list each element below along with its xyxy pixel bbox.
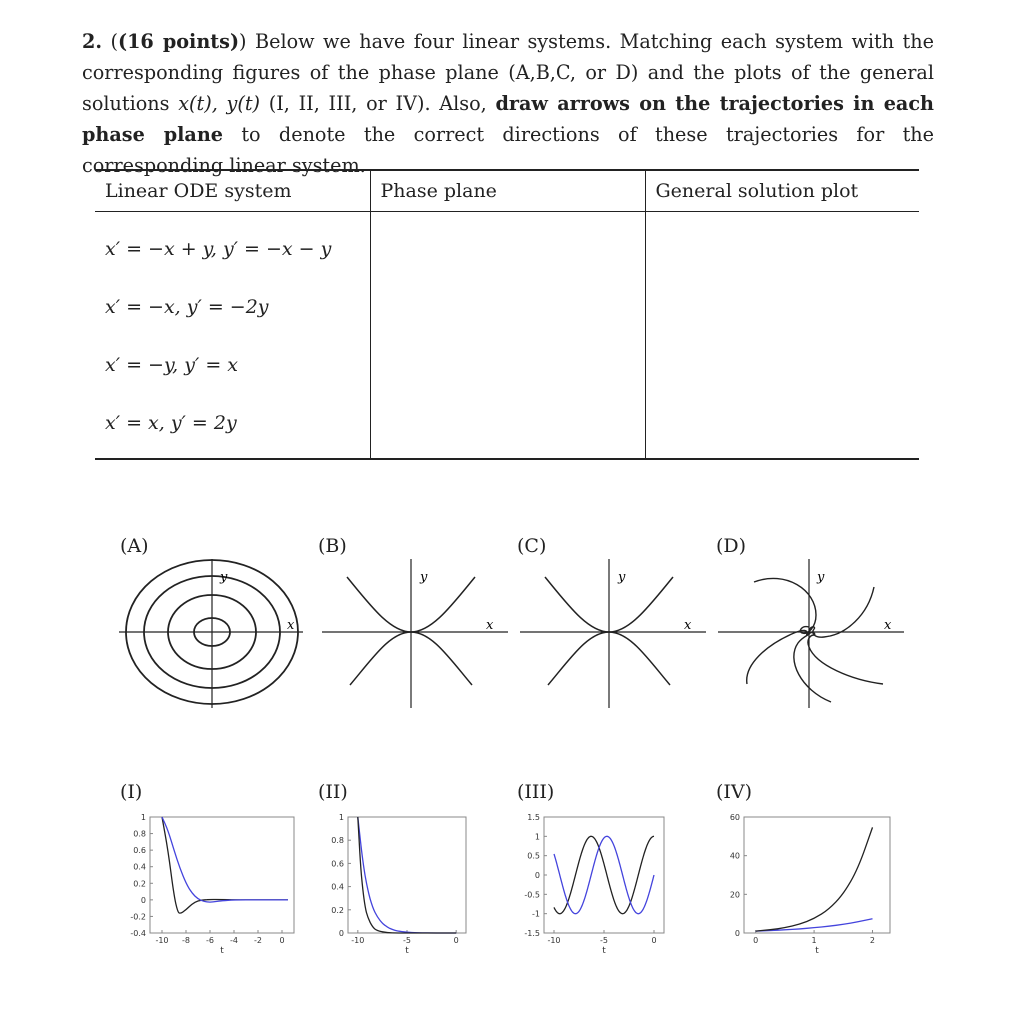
table-row [95,278,919,336]
y-axis-label: y [618,570,626,585]
y-tick-label: 0.6 [133,846,146,856]
x-tick-label: -2 [254,936,262,945]
y-tick-label: 0 [338,929,344,938]
y-tick-label: -0.2 [130,912,146,922]
x-tick-label: 2 [869,936,876,945]
x-axis-label: x [287,618,295,633]
phase-plane-c [518,555,708,710]
y-axis-label: y [420,570,428,585]
x-tick-label: -5 [600,936,608,945]
ode-system-4: x′ = x, y′ = 2y [95,394,370,459]
y-tick-label: 0 [534,871,540,880]
trajectory-curve [545,577,609,632]
trajectory-curve [347,577,411,632]
y-tick-label: -1.5 [524,929,540,938]
table-row [95,336,919,394]
header-ode-system: Linear ODE system [95,170,370,212]
solution-label-iii: (III) [517,781,555,803]
x-tick-label: -5 [403,936,411,945]
solution-label-i: (I) [120,781,143,803]
phase-label-c: (C) [517,535,547,557]
x-axis-label: x [884,618,892,633]
x-tick-label: -8 [182,936,190,945]
table-header-row [95,170,919,212]
trajectory-curve [609,577,673,632]
phase-answer-1[interactable] [370,212,645,279]
y-tick-label: -1 [532,909,540,919]
y-tick-label: 1.5 [527,813,540,822]
y-tick-label: 0.2 [133,879,146,889]
y-tick-label: 0 [734,929,740,938]
y-tick-label: 1 [140,813,146,822]
table-row [95,212,919,279]
x-tick-label: -10 [351,936,365,945]
ode-system-3: x′ = −y, y′ = x [105,354,238,376]
table-row [95,394,919,459]
x-tick-label: 0 [453,936,459,945]
phase-answer-2[interactable] [370,278,645,336]
x-tick-label: 1 [811,936,817,945]
trajectory-curve [411,632,472,685]
y-tick-label: 0.8 [133,829,146,839]
trajectory-spiral [808,632,883,684]
y-tick-label: 60 [729,813,740,822]
problem-bold-instruction: draw arrows on the trajectories in each phase plane [82,92,934,146]
plot-frame [744,817,890,933]
y-tick-label: 0.4 [133,862,146,872]
plot-frame [348,817,466,933]
y-tick-label: 0.6 [331,859,344,869]
problem-text-3: to denote the correct directions of these trajectories for the corresponding linear system. [82,123,934,177]
solution-label-ii: (II) [318,781,348,803]
y-tick-label: 0.5 [527,851,540,861]
solution-plot-iv [704,805,894,955]
y-tick-label: 0 [140,895,146,905]
problem-points: ((16 points)) [110,30,247,53]
x-tick-label: -4 [230,936,238,945]
matching-table [95,169,919,460]
solution-answer-2[interactable] [645,278,919,336]
problem-xt-yt: x(t), y(t) [178,92,261,115]
y-tick-label: 0.2 [331,905,344,915]
phase-label-b: (B) [318,535,347,557]
x-tick-label: 0 [753,936,759,945]
x-axis-title: t [405,946,409,955]
trajectory-spiral [754,578,816,633]
solution-plot-iii [504,805,674,955]
phase-answer-3[interactable] [370,336,645,394]
x-axis-label: x [684,618,692,633]
phase-answer-4[interactable] [370,394,645,459]
x-axis-title: t [602,946,606,955]
ode-system-1: x′ = −x + y, y′ = −x − y [105,238,332,260]
x-axis-title: t [815,946,819,955]
x-tick-label: -10 [155,936,169,945]
solution-plot-ii [308,805,478,955]
y-tick-label: 40 [729,851,740,861]
trajectory-curve [350,632,411,685]
trajectory-curve [548,632,609,685]
phase-plane-d [716,555,906,710]
phase-label-a: (A) [120,535,149,557]
trajectory-curve [609,632,670,685]
solution-answer-3[interactable] [645,336,919,394]
y-axis-label: y [220,570,228,585]
header-solution-plot: General solution plot [645,170,919,212]
x-tick-label: 0 [279,936,285,945]
y-tick-label: 0.8 [331,836,344,846]
plot-frame [544,817,664,933]
x-axis-title: t [220,946,224,955]
phase-plane-b [320,555,510,710]
x-tick-label: -6 [206,936,214,945]
solution-plot-i [110,805,300,955]
solution-label-iv: (IV) [716,781,753,803]
phase-label-d: (D) [716,535,747,557]
problem-text-1: Below we have four linear systems. Matching each system with the corresponding figures of the phase plane (A,B,C, or D) and the plots of the general solutions [82,30,934,115]
problem-number: 2. [82,30,103,53]
trajectory-spiral [794,632,831,702]
trajectory-spiral [809,587,874,637]
y-tick-label: -0.5 [524,890,540,900]
phase-plane-a [115,555,305,710]
y-axis-label: y [817,570,825,585]
solution-answer-4[interactable] [645,394,919,459]
y-tick-label: -0.4 [130,929,146,938]
trajectory-curve [411,577,475,632]
solution-answer-1[interactable] [645,212,919,279]
x-tick-label: 0 [651,936,657,945]
x-tick-label: -10 [547,936,561,945]
ode-system-2: x′ = −x, y′ = −2y [105,296,269,318]
problem-statement [82,26,934,181]
header-phase-plane: Phase plane [370,170,645,212]
y-tick-label: 0.4 [331,882,344,892]
x-axis-label: x [486,618,494,633]
y-tick-label: 1 [338,813,344,822]
problem-text-2: (I, II, III, or IV). Also, [260,92,496,115]
y-tick-label: 20 [729,890,740,900]
y-tick-label: 1 [534,832,540,842]
